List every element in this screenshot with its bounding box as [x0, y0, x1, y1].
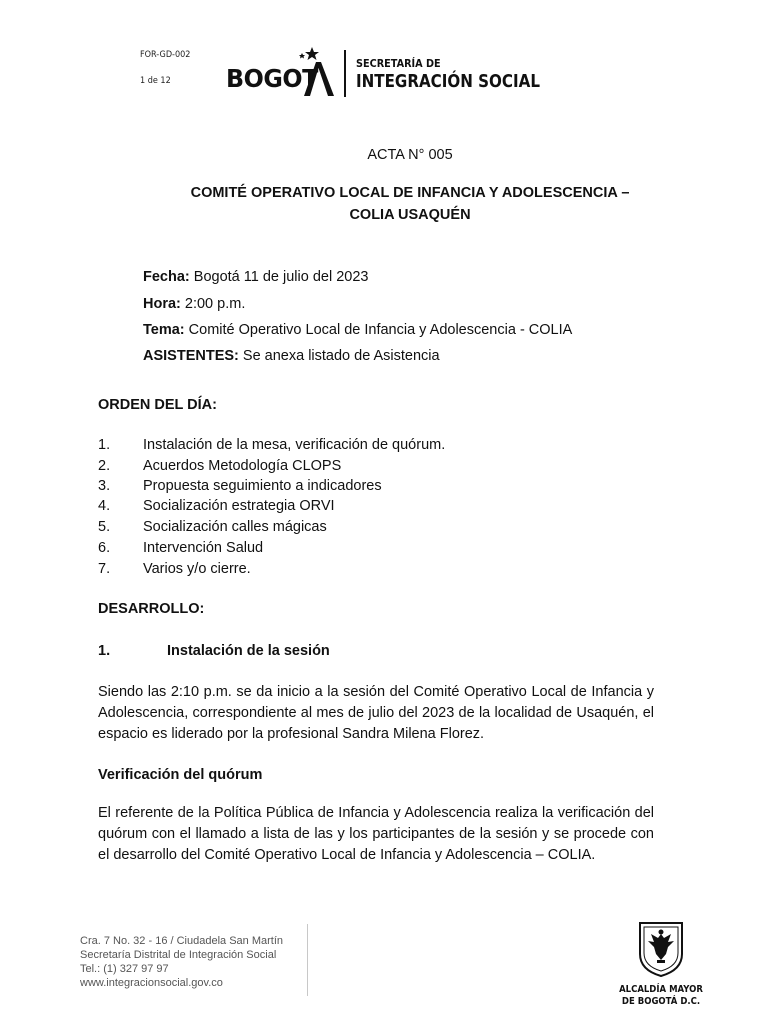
footer-line: Tel.: (1) 327 97 97 [80, 963, 169, 975]
secretaria-line2: INTEGRACIÓN SOCIAL [356, 71, 540, 92]
field-label: Hora: [143, 296, 181, 312]
orden-item-text: Socialización estrategia ORVI [143, 498, 335, 514]
verification-heading: Verificación del quórum [98, 767, 263, 783]
orden-item-text: Intervención Salud [143, 540, 264, 556]
doc-title-line1: COMITÉ OPERATIVO LOCAL DE INFANCIA Y ADOLESCENCIA – [190, 185, 630, 201]
verification-paragraph: El referente de la Política Pública de Infancia y Adolescencia realiza la verificación del quórum con el llamado a lista de las y los participantes de la sesión y se procede con el desarrollo del Comité Operativo Local de Infancia y Adolescencia – COLIA. [98, 805, 654, 863]
logo-divider [344, 50, 346, 97]
field-hora [143, 295, 245, 313]
orden-item-text: Socialización calles mágicas [143, 519, 327, 535]
orden-item-num: 3. [98, 478, 111, 494]
orden-item-num: 1. [98, 437, 111, 453]
bogota-logo-text: BOGOT [226, 64, 318, 93]
section1-paragraph: Siendo las 2:10 p.m. se da inicio a la sesión del Comité Operativo Local de Infancia y Adolescencia, correspondiente al mes de julio del 2023 de la localidad de Usaquén, el espacio es liderado por la profesional Sandra Milena Florez. [98, 684, 654, 742]
acta-number: ACTA N° 005 [367, 147, 453, 163]
alcaldia-line1: ALCALDÍA MAYOR [619, 984, 703, 995]
orden-item-text: Varios y/o cierre. [143, 561, 251, 577]
field-label: Tema: [143, 322, 185, 338]
section1-number: 1. [98, 643, 111, 659]
field-label: ASISTENTES: [143, 348, 239, 364]
field-value: Bogotá 11 de julio del 2023 [189, 269, 369, 285]
desarrollo-heading: DESARROLLO: [98, 601, 205, 617]
coat-of-arms-icon [637, 920, 685, 978]
footer-divider [307, 924, 308, 996]
orden-item-num: 2. [98, 458, 111, 474]
footer-address [80, 934, 283, 990]
orden-item-num: 7. [98, 561, 111, 577]
orden-item-num: 5. [98, 519, 111, 535]
page-number: 1 de 12 [140, 76, 171, 86]
footer-website: www.integracionsocial.gov.co [80, 977, 223, 989]
alcaldia-line2: DE BOGOTÁ D.C. [621, 996, 701, 1007]
field-value: Se anexa listado de Asistencia [238, 348, 440, 364]
field-asistentes [143, 347, 440, 365]
field-tema [143, 321, 572, 339]
field-fecha [143, 268, 368, 286]
orden-item-text: Instalación de la mesa, verificación de quórum. [143, 437, 446, 453]
field-value: Comité Operativo Local de Infancia y Adolescencia - COLIA [184, 322, 573, 338]
orden-item-num: 4. [98, 498, 111, 514]
footer-line: Cra. 7 No. 32 - 16 / Ciudadela San Martín [80, 935, 283, 947]
field-value: 2:00 p.m. [180, 296, 246, 312]
orden-item-num: 6. [98, 540, 111, 556]
doc-title-line2: COLIA USAQUÉN [349, 207, 471, 223]
orden-item-text: Acuerdos Metodología CLOPS [143, 458, 342, 474]
field-label: Fecha: [143, 269, 190, 285]
secretaria-line1: SECRETARÍA DE [356, 57, 441, 70]
form-code: FOR-GD-002 [140, 50, 191, 60]
footer-line: Secretaría Distrital de Integración Social [80, 949, 277, 961]
orden-heading: ORDEN DEL DÍA: [98, 397, 217, 413]
bogota-logo [226, 44, 338, 100]
section1-title: Instalación de la sesión [167, 643, 330, 659]
orden-item-text: Propuesta seguimiento a indicadores [143, 478, 382, 494]
